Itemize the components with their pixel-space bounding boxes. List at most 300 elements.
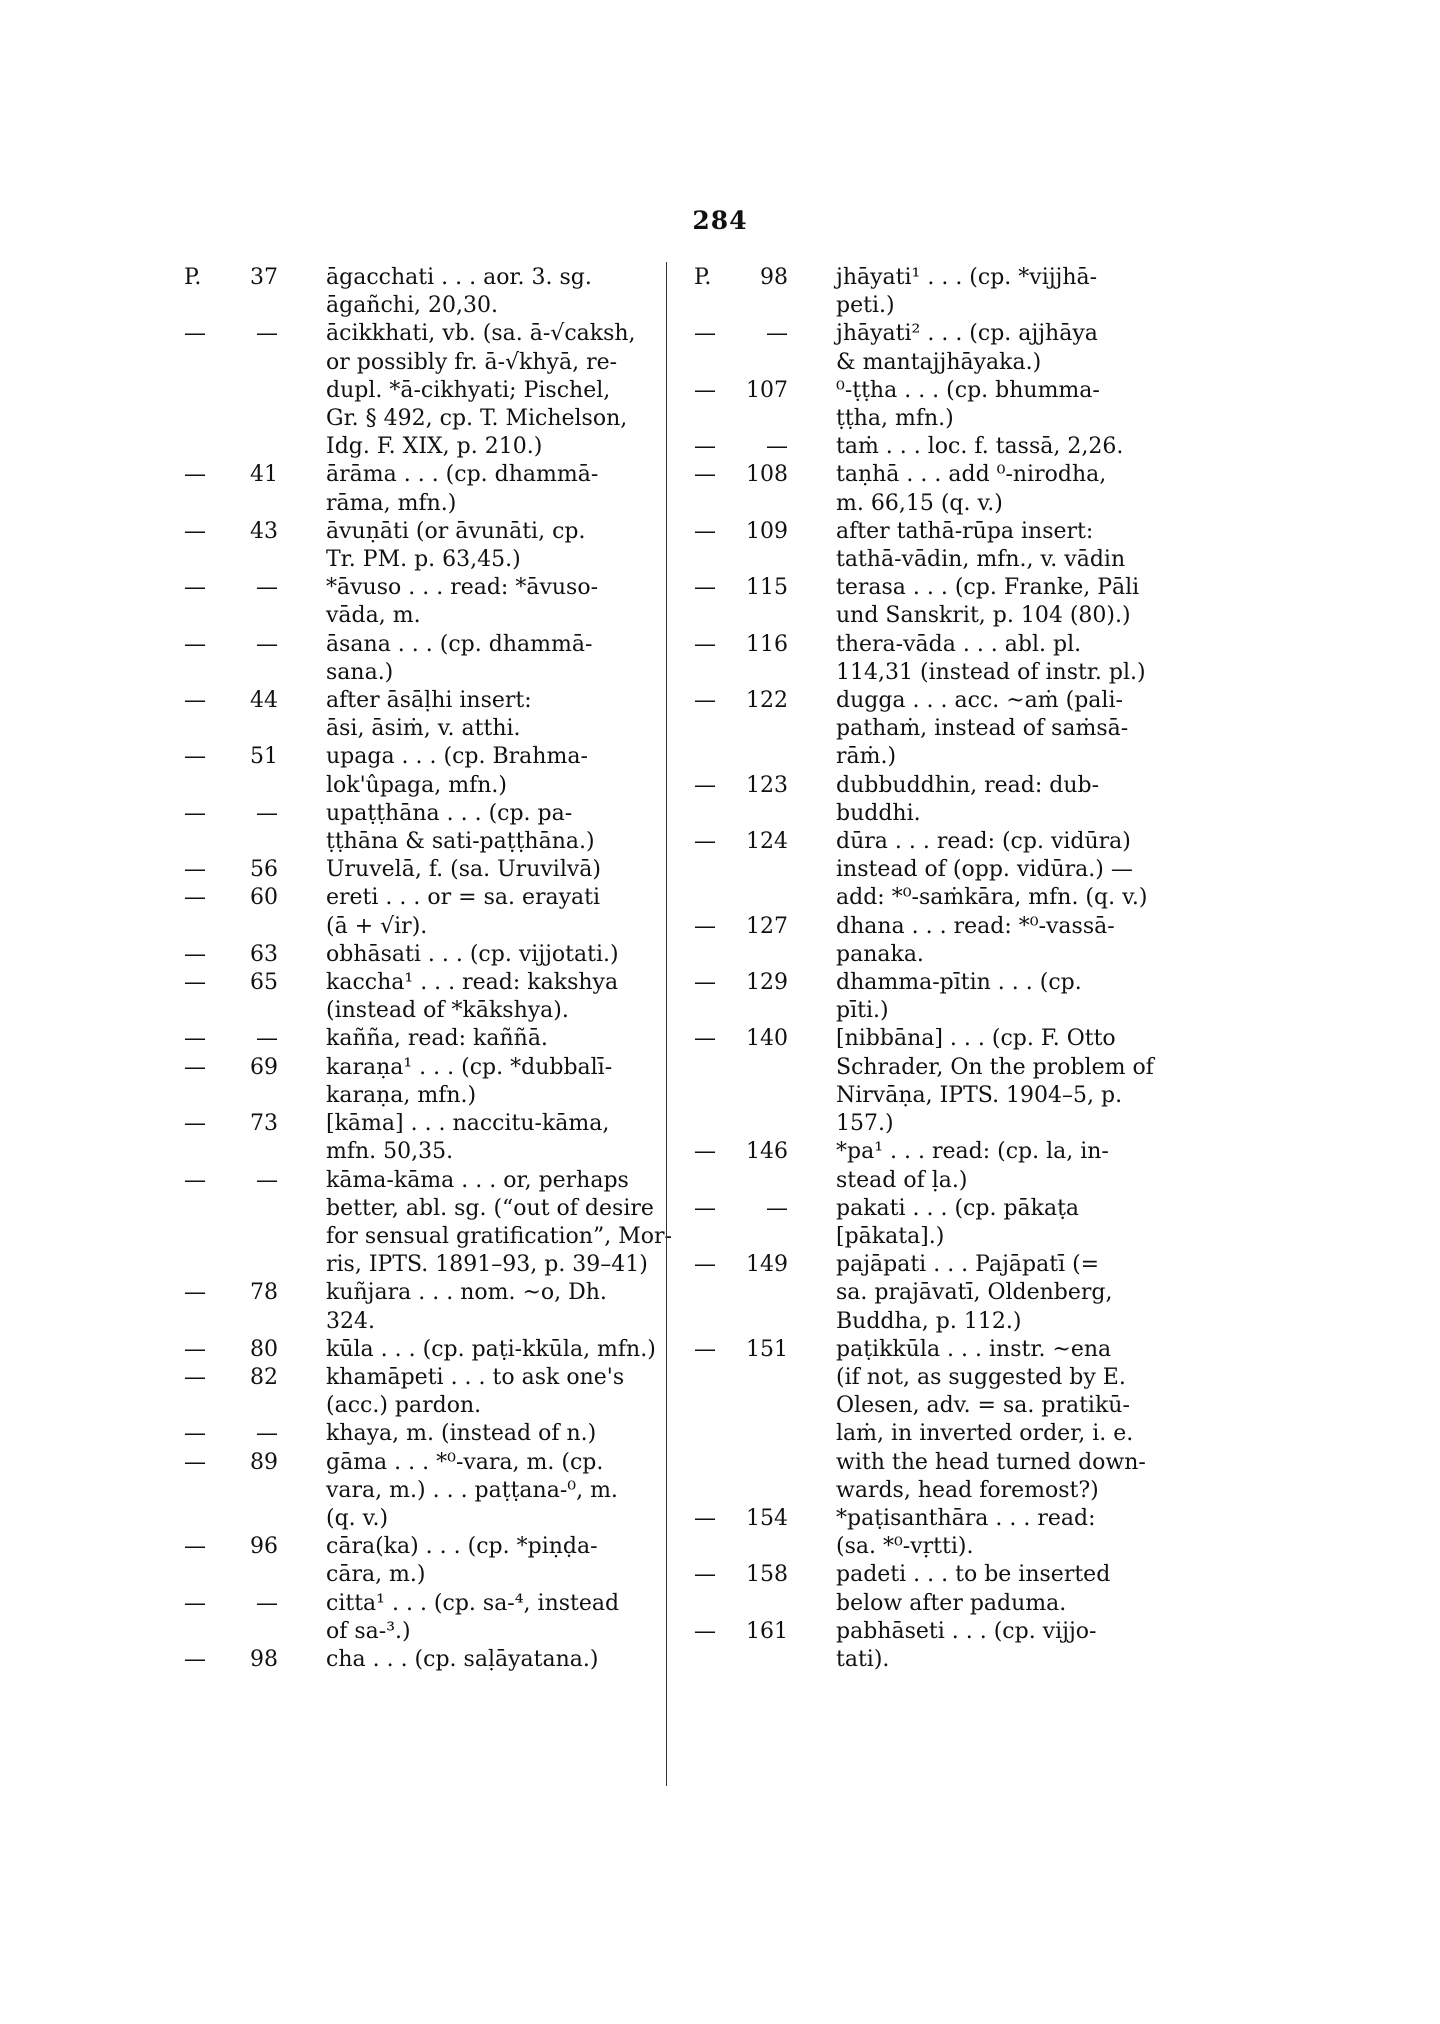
entry-page-prefix: — <box>694 970 716 996</box>
entry-line: cha . . . (cp. saḷāyatana.) <box>326 1646 599 1672</box>
entry-text <box>326 461 664 517</box>
entry-page-number: 107 <box>746 377 788 403</box>
entry <box>184 264 664 320</box>
entry-text <box>836 1251 1174 1336</box>
entry-page-number: 123 <box>746 772 788 798</box>
entry-page-number: — <box>256 631 278 657</box>
entry-page-prefix: — <box>184 631 206 657</box>
entry-reference <box>694 264 836 292</box>
entry-page-number: 69 <box>250 1054 278 1080</box>
entry-reference <box>184 1110 326 1138</box>
entry-reference <box>184 1364 326 1392</box>
entry-line: buddhi. <box>836 800 921 826</box>
entry <box>184 1279 664 1335</box>
entry-reference <box>694 687 836 715</box>
entry <box>184 1025 664 1053</box>
entry-page-prefix: — <box>184 462 206 488</box>
entry-line: und Sanskrit, p. 104 (80).) <box>836 603 1131 629</box>
entry-page-number: 51 <box>250 744 278 770</box>
entry-text <box>836 518 1174 574</box>
entry-page-prefix: — <box>694 829 716 855</box>
entry <box>694 631 1174 687</box>
entry-text <box>326 1279 664 1335</box>
entry-page-prefix: — <box>184 575 206 601</box>
entry-line: better, abl. sg. (“out of desire <box>326 1195 654 1221</box>
entry-text <box>836 264 1174 320</box>
entry-line: sana.) <box>326 659 394 685</box>
entry-line: Olesen, adv. = sa. pratikū- <box>836 1393 1130 1419</box>
entry-line: Schrader, On the problem of <box>836 1054 1154 1080</box>
entry-page-number: 89 <box>250 1449 278 1475</box>
entry-reference <box>694 1561 836 1589</box>
entry <box>184 518 664 574</box>
entry <box>184 884 664 940</box>
entry-line: instead of (opp. vidūra.) — <box>836 857 1133 883</box>
entry <box>694 772 1174 828</box>
entry-line: 157.) <box>836 1111 894 1137</box>
entry <box>694 320 1174 376</box>
entry-reference <box>184 320 326 348</box>
entry-page-prefix: — <box>184 1590 206 1616</box>
entry-line: ṭṭha, mfn.) <box>836 406 954 432</box>
entry <box>694 1505 1174 1561</box>
entry-line: padeti . . . to be inserted <box>836 1562 1111 1588</box>
entry-text <box>326 856 664 884</box>
entry-line: dugga . . . acc. ~aṁ (pali- <box>836 688 1123 714</box>
entry <box>184 969 664 1025</box>
entry-text <box>836 1561 1174 1617</box>
entry-line: paṭikkūla . . . instr. ~ena <box>836 1336 1112 1362</box>
entry-reference <box>184 1646 326 1674</box>
entry-text <box>326 1054 664 1110</box>
entry-reference <box>184 518 326 546</box>
entry-reference <box>184 1533 326 1561</box>
entry-reference <box>694 320 836 348</box>
entry-line: & mantajjhāyaka.) <box>836 349 1042 375</box>
entry-reference <box>694 969 836 997</box>
entry-reference <box>184 1449 326 1477</box>
entry-page-number: 98 <box>760 265 788 290</box>
entry-text <box>326 1646 664 1674</box>
entry <box>694 1336 1174 1505</box>
entry-text <box>836 461 1174 517</box>
entry <box>694 1138 1174 1194</box>
entry-page-prefix: — <box>694 772 716 798</box>
entry-page-number: 60 <box>250 885 278 911</box>
entry-page-prefix: — <box>184 970 206 996</box>
entry-text <box>326 1167 672 1280</box>
entry-text <box>836 1025 1174 1138</box>
entry-page-prefix: P. <box>184 265 202 290</box>
entry-page-prefix: — <box>184 1646 206 1672</box>
entry <box>184 800 664 856</box>
entry-line: [nibbāna] . . . (cp. F. Otto <box>836 1026 1116 1052</box>
entry-line: pakati . . . (cp. pākaṭa <box>836 1195 1080 1221</box>
entry-text <box>326 1533 664 1589</box>
entry-line: rāṁ.) <box>836 744 897 770</box>
entry-page-number: 158 <box>746 1562 788 1588</box>
entry-page-number: 108 <box>746 462 788 488</box>
entry-page-prefix: — <box>694 1252 716 1278</box>
entry-line: *pa¹ . . . read: (cp. la, in- <box>836 1139 1109 1165</box>
entry <box>184 1110 664 1166</box>
entry-page-number: 127 <box>746 913 788 939</box>
entry-line: thera-vāda . . . abl. pl. <box>836 631 1082 657</box>
entry-text <box>326 264 664 320</box>
entry-text <box>836 687 1174 772</box>
entry-line: m. 66,15 (q. v.) <box>836 490 1003 516</box>
entry-page-number: 116 <box>746 631 788 657</box>
entry-page-number: — <box>256 321 278 347</box>
entry-page-number: 146 <box>746 1139 788 1165</box>
entry-line: jhāyati² . . . (cp. ajjhāya <box>836 321 1098 347</box>
entry-page-number: 140 <box>746 1026 788 1052</box>
entry-line: 114,31 (instead of instr. pl.) <box>836 659 1146 685</box>
entry-page-prefix: — <box>694 631 716 657</box>
entry-page-number: 124 <box>746 829 788 855</box>
entry-line: (ā + √ir). <box>326 913 428 939</box>
entry <box>694 461 1174 517</box>
entry <box>184 1533 664 1589</box>
entry-line: dhamma-pītin . . . (cp. <box>836 970 1082 996</box>
entry-line: (if not, as suggested by E. <box>836 1364 1126 1390</box>
entry-reference <box>184 631 326 659</box>
entry-line: of sa-³.) <box>326 1618 411 1644</box>
entry-line: laṁ, in inverted order, i. e. <box>836 1421 1134 1447</box>
entry-line: dubbuddhin, read: dub- <box>836 772 1100 798</box>
entry-page-prefix: P. <box>694 265 712 290</box>
entry-text <box>326 1420 664 1448</box>
entry-page-number: 65 <box>250 970 278 996</box>
entry-page-prefix: — <box>694 1139 716 1165</box>
entry-page-number: — <box>256 1590 278 1616</box>
entry-page-prefix: — <box>184 1280 206 1306</box>
entry-text <box>326 518 664 574</box>
entry-line: panaka. <box>836 941 924 967</box>
entry-reference <box>694 1025 836 1053</box>
entry-text <box>326 1025 664 1053</box>
entry-reference <box>694 913 836 941</box>
entry <box>184 1336 664 1364</box>
entry-line: taṁ . . . loc. f. tassā, 2,26. <box>836 434 1124 460</box>
entry-page-prefix: — <box>184 321 206 347</box>
entry-reference <box>184 941 326 969</box>
entry-line: or possibly fr. ā-√khyā, re- <box>326 349 618 375</box>
entry-reference <box>694 1251 836 1279</box>
entry-page-prefix: — <box>694 1505 716 1531</box>
entry-text <box>836 969 1174 1025</box>
entry-line: kaccha¹ . . . read: kakshya <box>326 970 619 996</box>
entry-line: with the head turned down- <box>836 1449 1146 1475</box>
entry-line: ereti . . . or = sa. erayati <box>326 885 601 911</box>
entry-line: āvuṇāti (or āvunāti, cp. <box>326 518 586 544</box>
entry-page-prefix: — <box>694 1562 716 1588</box>
entry <box>694 913 1174 969</box>
entry-line: dūra . . . read: (cp. vidūra) <box>836 829 1131 855</box>
entry-page-number: 129 <box>746 970 788 996</box>
entry-page-number: — <box>256 575 278 601</box>
entry <box>184 1590 664 1646</box>
entry-reference <box>184 264 326 292</box>
entry-page-number: — <box>766 1195 788 1221</box>
entry <box>694 377 1174 433</box>
entry-line: [pākata].) <box>836 1223 945 1249</box>
entry-page-prefix: — <box>184 941 206 967</box>
entry-reference <box>184 687 326 715</box>
right-column <box>694 264 1174 1674</box>
entry-text <box>326 800 664 856</box>
entry-page-prefix: — <box>184 857 206 883</box>
entry-page-number: 63 <box>250 941 278 967</box>
entry-page-prefix: — <box>184 1421 206 1447</box>
entry-line: āgacchati . . . aor. 3. sg. <box>326 265 592 290</box>
entry-line: ⁰-ṭṭha . . . (cp. bhumma- <box>836 377 1100 403</box>
entry-page-prefix: — <box>184 885 206 911</box>
entry-reference <box>184 856 326 884</box>
entry-reference <box>694 461 836 489</box>
entry-line: 324. <box>326 1308 375 1334</box>
entry-reference <box>694 1195 836 1223</box>
entry-reference <box>184 800 326 828</box>
entry <box>184 856 664 884</box>
entry-text <box>836 377 1174 433</box>
entry-reference <box>184 969 326 997</box>
entry-reference <box>184 743 326 771</box>
entry-reference <box>184 884 326 912</box>
entry-page-number: — <box>766 434 788 460</box>
entry-line: lok'ûpaga, mfn.) <box>326 772 507 798</box>
entry-line: sa. prajāvatī, Oldenberg, <box>836 1280 1113 1306</box>
entry-reference <box>694 518 836 546</box>
entry-line: ris, IPTS. 1891–93, p. 39–41) <box>326 1252 648 1278</box>
entry <box>184 320 664 461</box>
entry-text <box>326 1449 664 1534</box>
entry-line: ṭṭhāna & sati-paṭṭhāna.) <box>326 829 595 855</box>
entry-page-number: 122 <box>746 688 788 714</box>
entry-page-number: — <box>256 1421 278 1447</box>
entry-page-prefix: — <box>184 1364 206 1390</box>
entry-text <box>836 433 1174 461</box>
entry-page-prefix: — <box>694 434 716 460</box>
entry-line: āsana . . . (cp. dhammā- <box>326 631 593 657</box>
entry-page-prefix: — <box>184 1336 206 1362</box>
entry-line: karaṇa, mfn.) <box>326 1082 477 1108</box>
entry-page-number: 149 <box>746 1252 788 1278</box>
entry <box>184 1646 664 1674</box>
entry <box>184 461 664 517</box>
entry-line: kuñjara . . . nom. ~o, Dh. <box>326 1280 607 1306</box>
entry-page-prefix: — <box>184 1167 206 1193</box>
entry-line: citta¹ . . . (cp. sa-⁴, instead <box>326 1590 620 1616</box>
entry-reference <box>694 574 836 602</box>
entry-reference <box>694 1618 836 1646</box>
entry-line: (acc.) pardon. <box>326 1393 482 1419</box>
entry-text <box>836 1138 1174 1194</box>
entry-line: (q. v.) <box>326 1505 389 1531</box>
entry <box>184 1420 664 1448</box>
entry-page-number: 80 <box>250 1336 278 1362</box>
entry-line: pīti.) <box>836 998 889 1024</box>
entry <box>184 687 664 743</box>
column-divider <box>666 262 667 1786</box>
entry-page-prefix: — <box>184 1111 206 1137</box>
entry-page-prefix: — <box>694 1618 716 1644</box>
entry-page-number: 151 <box>746 1336 788 1362</box>
entry-page-prefix: — <box>694 1336 716 1362</box>
entry-line: āsi, āsiṁ, v. atthi. <box>326 716 521 742</box>
left-column <box>184 264 672 1674</box>
entry <box>184 1054 664 1110</box>
entry <box>694 687 1174 772</box>
entry-line: upaga . . . (cp. Brahma- <box>326 744 588 770</box>
entry-page-prefix: — <box>694 518 716 544</box>
entry-page-prefix: — <box>694 1195 716 1221</box>
entry-reference <box>184 1025 326 1053</box>
entry-page-number: 96 <box>250 1534 278 1560</box>
entry-page-prefix: — <box>184 800 206 826</box>
entry-line: terasa . . . (cp. Franke, Pāli <box>836 575 1140 601</box>
entry-reference <box>694 1138 836 1166</box>
entry-line: kūla . . . (cp. paṭi-kkūla, mfn.) <box>326 1336 656 1362</box>
entry <box>694 1251 1174 1336</box>
entry <box>184 574 664 630</box>
entry-page-number: 109 <box>746 518 788 544</box>
entry <box>694 1025 1174 1138</box>
entry-line: Buddha, p. 112.) <box>836 1308 1022 1334</box>
entry <box>694 518 1174 574</box>
entry-text <box>326 631 664 687</box>
entry <box>184 941 664 969</box>
entry-text <box>836 631 1174 687</box>
entry-line: rāma, mfn.) <box>326 490 457 516</box>
entry-line: after tathā-rūpa insert: <box>836 518 1094 544</box>
entry-page-prefix: — <box>694 688 716 714</box>
entry <box>694 1195 1174 1251</box>
entry-line: taṇhā . . . add ⁰-nirodha, <box>836 462 1107 488</box>
entry-line: Idg. F. XIX, p. 210.) <box>326 434 543 460</box>
entry-page-number: 56 <box>250 857 278 883</box>
entry-line: karaṇa¹ . . . (cp. *dubbalī- <box>326 1054 613 1080</box>
entry-page-prefix: — <box>184 744 206 770</box>
entry-line: below after paduma. <box>836 1590 1067 1616</box>
entry-reference <box>694 377 836 405</box>
entry-text <box>836 320 1174 376</box>
entry-page-prefix: — <box>184 518 206 544</box>
entry-line: tathā-vādin, mfn., v. vādin <box>836 547 1126 573</box>
entry-page-prefix: — <box>694 377 716 403</box>
entry-reference <box>184 1279 326 1307</box>
entry-page-number: 43 <box>250 518 278 544</box>
entry-text <box>326 1336 664 1364</box>
entry-line: stead of ḷa.) <box>836 1167 968 1193</box>
entry-text <box>326 320 664 461</box>
entry-line: Uruvelā, f. (sa. Uruvilvā) <box>326 857 601 883</box>
entry-text <box>326 1590 664 1646</box>
entry-line: upaṭṭhāna . . . (cp. pa- <box>326 800 573 826</box>
entry-line: add: *⁰-saṁkāra, mfn. (q. v.) <box>836 885 1148 911</box>
entry-line: ārāma . . . (cp. dhammā- <box>326 462 599 488</box>
entry-text <box>836 1195 1174 1251</box>
entry-reference <box>184 574 326 602</box>
entry-text <box>326 1110 664 1166</box>
entry-page-number: 98 <box>250 1646 278 1672</box>
entry-text <box>836 574 1174 630</box>
entry <box>184 1364 664 1420</box>
entry-line: vāda, m. <box>326 603 421 629</box>
entry-reference <box>184 1420 326 1448</box>
entry-page-prefix: — <box>184 1534 206 1560</box>
entry-line: wards, head foremost?) <box>836 1477 1099 1503</box>
entry-page-prefix: — <box>184 688 206 714</box>
entry-text <box>836 1505 1174 1561</box>
entry-line: obhāsati . . . (cp. vijjotati.) <box>326 941 619 967</box>
entry-reference <box>184 1590 326 1618</box>
entry-reference <box>694 433 836 461</box>
entry-page-number: 44 <box>250 688 278 714</box>
entry-line: after āsāḷhi insert: <box>326 688 532 714</box>
entry <box>694 1561 1174 1617</box>
entry <box>694 264 1174 320</box>
entry-line: *paṭisanthāra . . . read: <box>836 1505 1096 1531</box>
entry-reference <box>694 631 836 659</box>
entry-line: *āvuso . . . read: *āvuso- <box>326 575 599 601</box>
entry-reference <box>184 461 326 489</box>
entry-page-number: 82 <box>250 1364 278 1390</box>
entry-reference <box>694 772 836 800</box>
entry-reference <box>694 1336 836 1364</box>
entry-line: khaya, m. (instead of n.) <box>326 1421 597 1447</box>
entry-line: gāma . . . *⁰-vara, m. (cp. <box>326 1449 604 1475</box>
entry <box>184 1167 672 1280</box>
entry-line: pathaṁ, instead of saṁsā- <box>836 716 1129 742</box>
entry-line: tati). <box>836 1646 890 1672</box>
entry-line: [kāma] . . . naccitu-kāma, <box>326 1111 610 1137</box>
entry-page-prefix: — <box>184 1026 206 1052</box>
entry-page-number: 37 <box>250 265 278 290</box>
entry-reference <box>184 1167 326 1195</box>
entry-line: dhana . . . read: *⁰-vassā- <box>836 913 1115 939</box>
entry-line: kāma-kāma . . . or, perhaps <box>326 1167 629 1193</box>
entry-line: peti.) <box>836 293 895 319</box>
entry-reference <box>694 828 836 856</box>
entry <box>694 574 1174 630</box>
entry-text <box>326 574 664 630</box>
entry-page-prefix: — <box>694 1026 716 1052</box>
entry-page-number: 115 <box>746 575 788 601</box>
entry-page-prefix: — <box>184 1054 206 1080</box>
entry-line: cāra(ka) . . . (cp. *piṇḍa- <box>326 1534 598 1560</box>
entry-reference <box>694 1505 836 1533</box>
entry-reference <box>184 1054 326 1082</box>
entry-text <box>836 772 1174 828</box>
entry-page-prefix: — <box>694 913 716 939</box>
entry-page-number: — <box>256 800 278 826</box>
entry-reference <box>184 1336 326 1364</box>
entry <box>694 969 1174 1025</box>
entry-text <box>836 828 1174 913</box>
entry-text <box>326 969 664 1025</box>
entry-line: vara, m.) . . . paṭṭana-⁰, m. <box>326 1477 618 1503</box>
entry-page-prefix: — <box>694 321 716 347</box>
entry-line: (sa. *⁰-vṛtti). <box>836 1534 974 1560</box>
entry-page-number: 154 <box>746 1505 788 1531</box>
entry-line: ācikkhati, vb. (sa. ā-√caksh, <box>326 321 636 347</box>
entry-line: Nirvāṇa, IPTS. 1904–5, p. <box>836 1082 1123 1108</box>
entry-text <box>836 1336 1174 1505</box>
entry-line: (instead of *kākshya). <box>326 998 569 1024</box>
entry-line: pabhāseti . . . (cp. vijjo- <box>836 1618 1097 1644</box>
entry-text <box>326 884 664 940</box>
